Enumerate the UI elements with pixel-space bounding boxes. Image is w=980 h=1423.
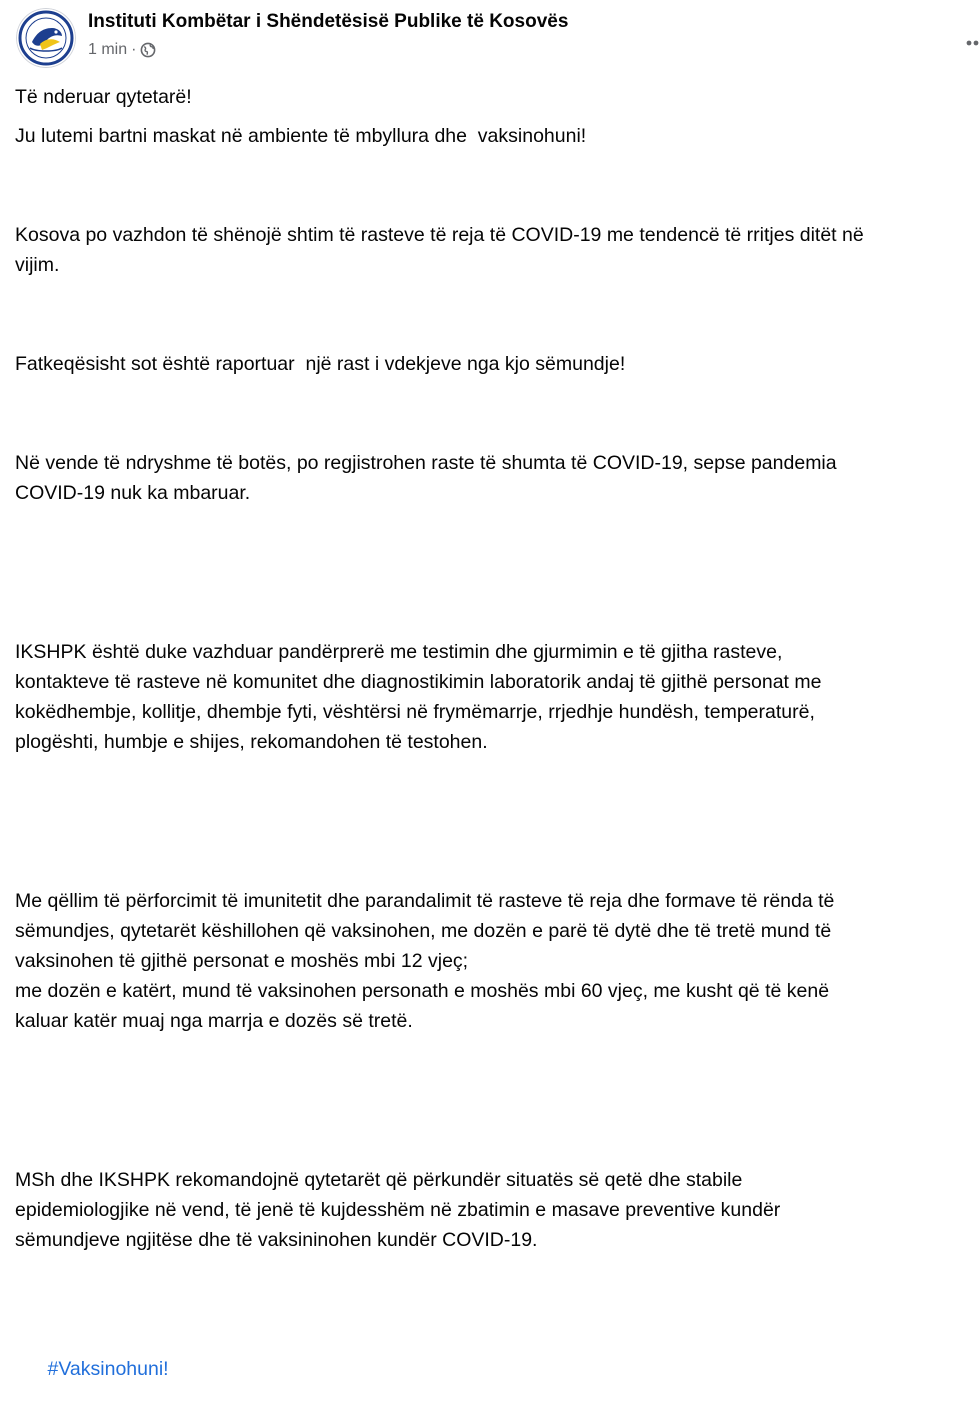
text-line: Kosova po vazhdon të shënojë shtim të rasteve të reja të COVID-19 me tendencë të rritjes ditët në [15,224,864,246]
hashtag-paragraph [15,1324,980,1414]
globe-icon[interactable] [140,42,156,58]
hashtag-link[interactable]: #Vaksinohuni! [47,1358,169,1380]
text-line: kaluar katër muaj nga marrja e dozës së tretë. [15,1010,413,1032]
deaths-paragraph: Fatkeqësisht sot është raportuar një rast i vdekjeve nga kjo sëmundje! [15,353,626,375]
meta-separator: · [131,41,137,58]
cases-paragraph [15,160,980,340]
post-timestamp[interactable]: 1 min [88,41,128,58]
text-line: COVID-19 nuk ka mbaruar. [15,482,251,504]
text-line: IKSHPK është duke vazhduar pandërprerë me testimin dhe gjurmimin e të gjitha rasteve, [15,641,783,663]
page-avatar[interactable] [16,8,76,68]
page-name-link[interactable]: Instituti Kombëtar i Shëndetësisë Publike të Kosovës [88,11,569,32]
more-options-icon [942,16,980,54]
vaccination-paragraph [15,826,980,1096]
world-paragraph [15,388,980,568]
testing-paragraph [15,577,980,817]
text-line: Me qëllim të përforcimit të imunitetit dhe parandalimit të rasteve të reja dhe formave të rënda të [15,890,835,912]
text-line: epidemiologjike në vend, të jenë të kujdesshëm në zbatimin e masave preventive kundër [15,1199,781,1221]
text-line: kokëdhembje, kollitje, dhembje fyti, vështërsi në frymëmarrje, rrjedhje hundësh, temperaturë, [15,701,815,723]
text-line: MSh dhe IKSHPK rekomandojnë qytetarët që përkundër situatës së qetë dhe stabile [15,1169,743,1191]
greeting-paragraph: Të nderuar qytetarë! [15,86,192,108]
post-content [15,82,980,1423]
institute-logo-icon [16,8,76,68]
text-line: vijim. [15,254,60,276]
text-line: vaksinohen të gjithë personat e moshës mbi 12 vjeç; [15,950,469,972]
post-header [16,8,980,72]
more-options-button[interactable] [942,16,980,54]
text-line: Në vende të ndryshme të botës, po regjistrohen raste të shumta të COVID-19, sepse pandemia [15,452,837,474]
text-line: sëmundjes, qytetarët këshillohen që vaksinohen, me dozën e parë të dytë dhe të tretë mund të [15,920,832,942]
text-line: kontakteve të rasteve në komunitet dhe diagnostikimin laboratorik andaj të gjithë personat me [15,671,822,693]
recommendation-paragraph [15,1105,980,1315]
text-line: plogështi, humbje e shijes, rekomandohen të testohen. [15,731,488,753]
text-line: me dozën e katërt, mund të vaksinohen personath e moshës mbi 60 vjeç, me kusht që të kenë [15,980,830,1002]
mask-paragraph: Ju lutemi bartni maskat në ambiente të mbyllura dhe vaksinohuni! [15,125,587,147]
text-line: sëmundjeve ngjitëse dhe të vaksininohen kundër COVID-19. [15,1229,538,1251]
post-meta [88,41,156,59]
